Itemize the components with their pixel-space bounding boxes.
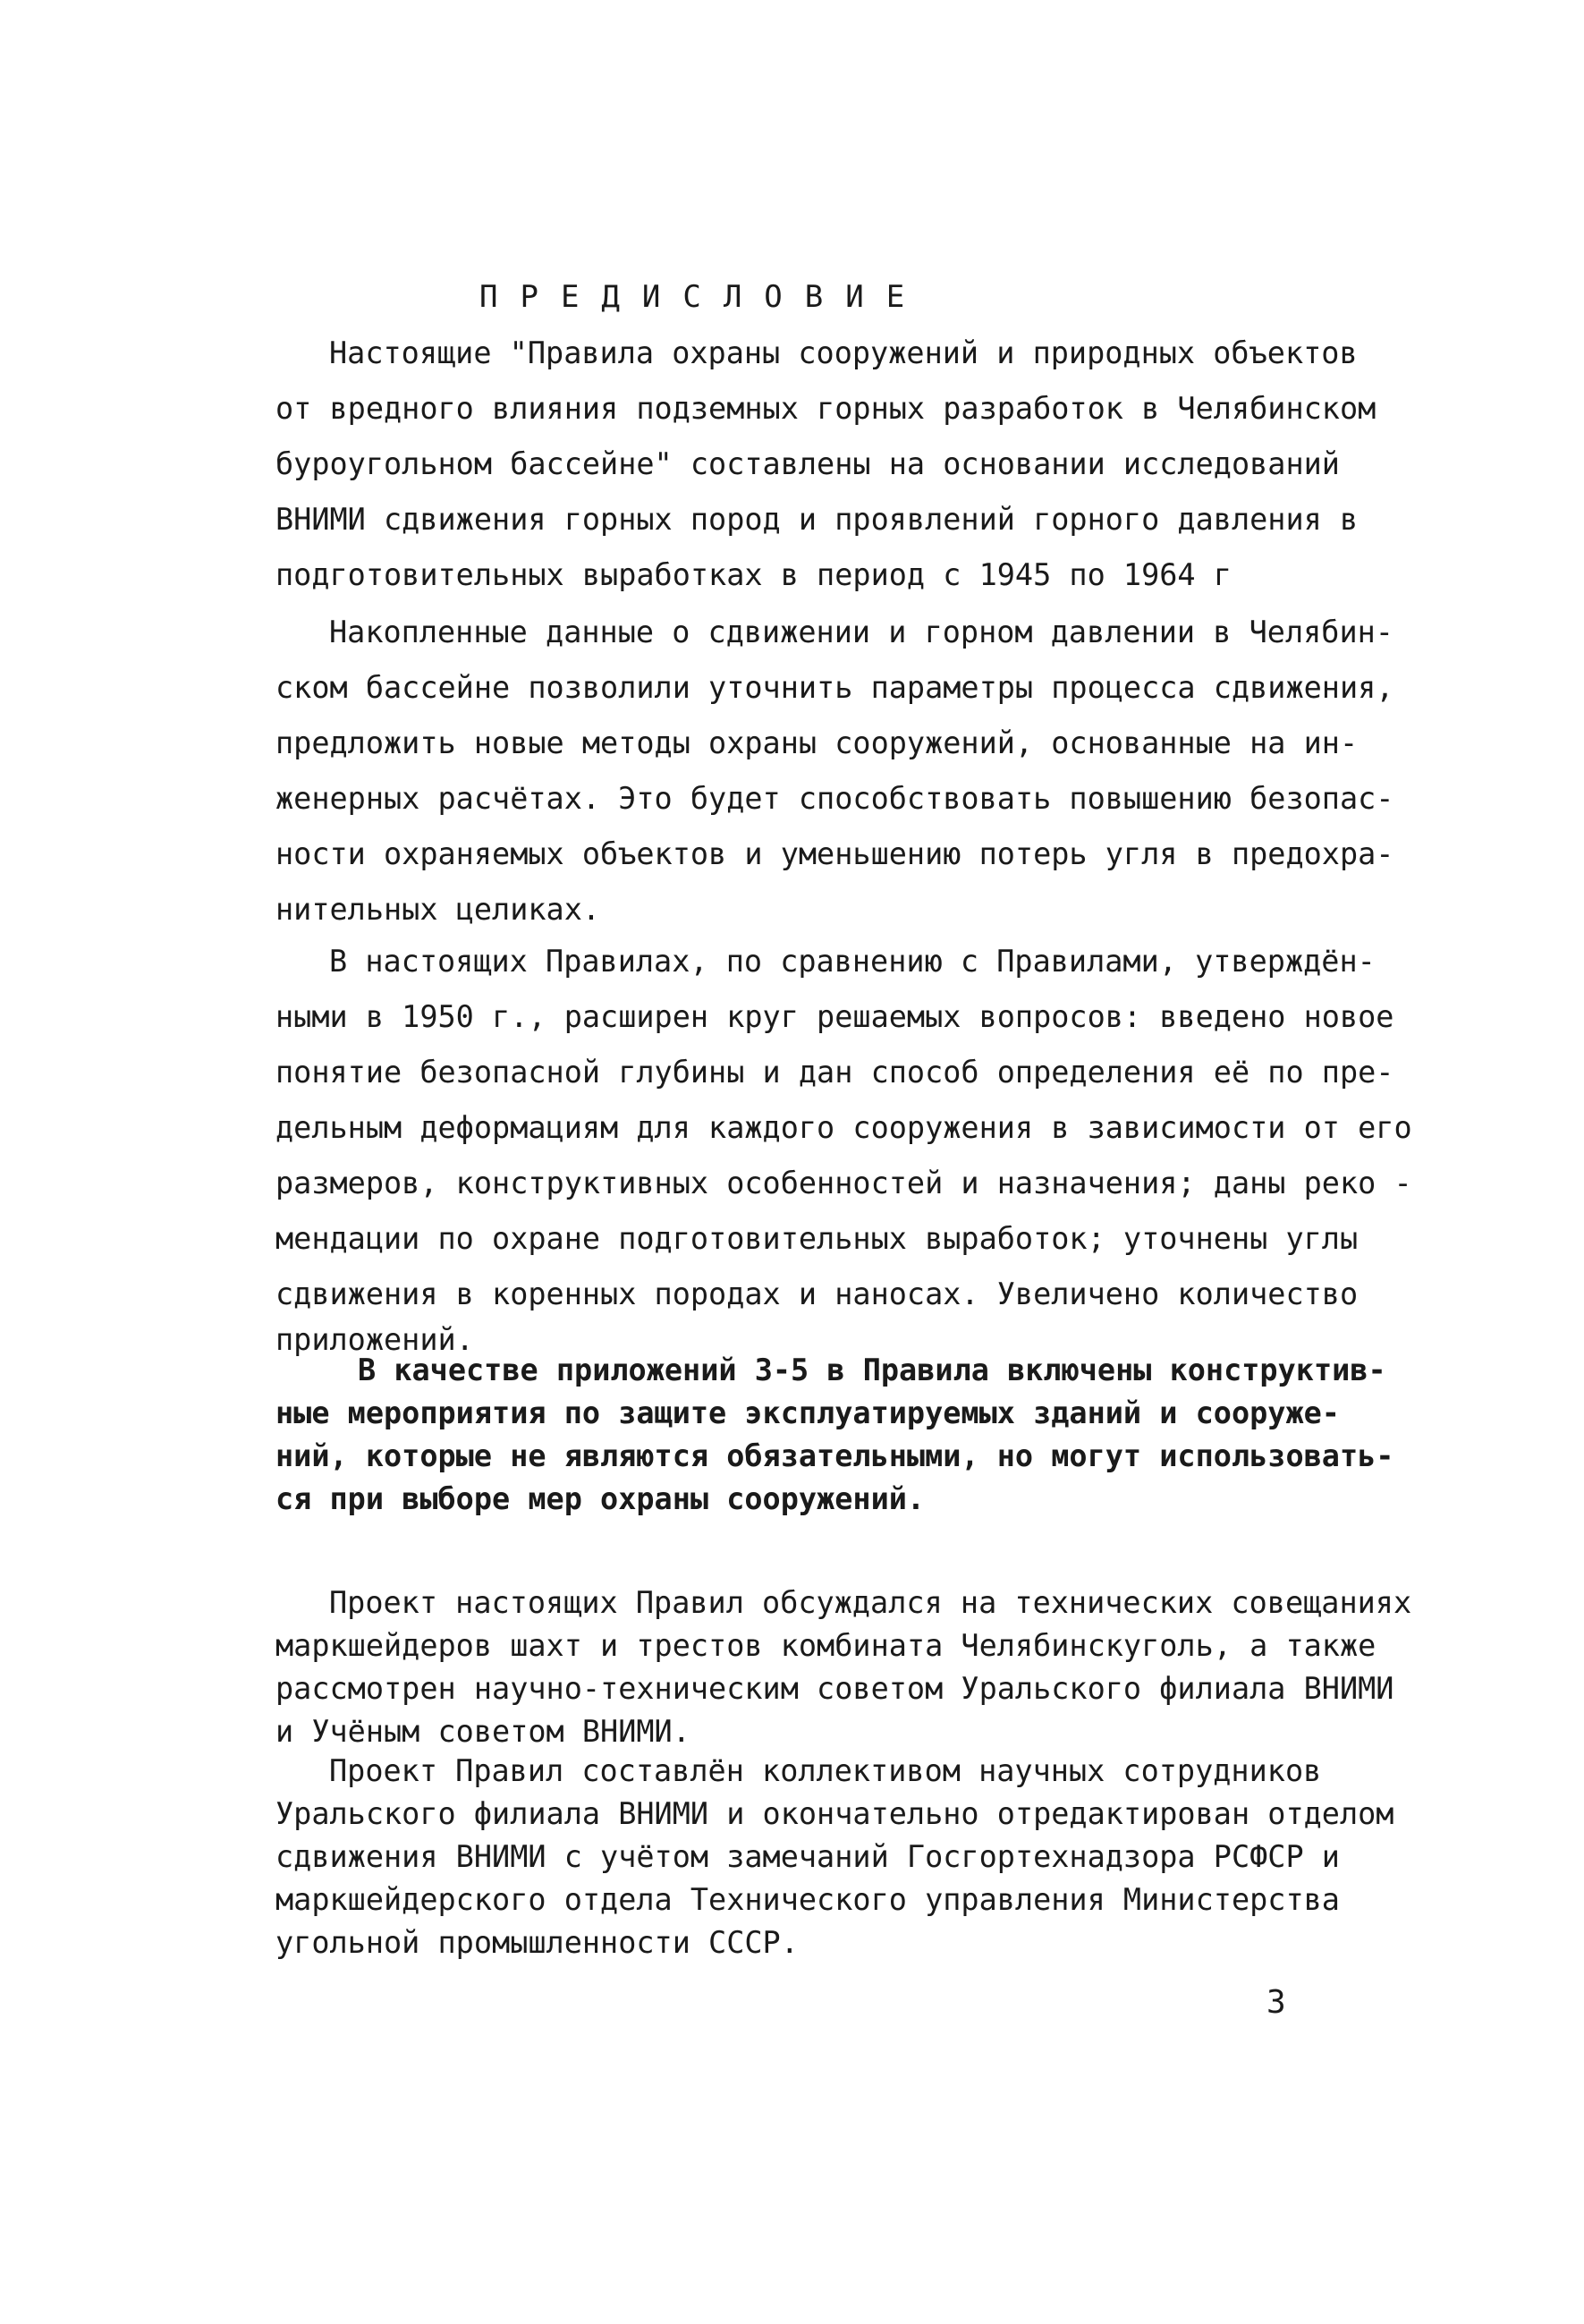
text-line: ными в 1950 г., расширен круг решаемых вопросов: введено новое	[275, 999, 1394, 1034]
text-line: маркшейдерского отдела Технического управления Министерства	[275, 1882, 1340, 1917]
paragraph-data	[275, 605, 1394, 937]
text-line: предложить новые методы охраны сооружений, основанные на ин-	[275, 725, 1359, 760]
text-line: подготовительных выработках в период с 1945 по 1964 г	[275, 557, 1232, 592]
page-number: 3	[1266, 1984, 1286, 2021]
paragraph-authors	[275, 1750, 1394, 1964]
text-line: ности охраняемых объектов и уменьшению потерь угля в предохра-	[275, 836, 1394, 871]
text-line: угольной промышленности СССР.	[275, 1925, 799, 1960]
text-line: ся при выборе мер охраны сооружений.	[275, 1481, 926, 1516]
text-line: рассмотрен научно-техническим советом Уральского филиала ВНИМИ	[275, 1671, 1394, 1706]
text-line: сдвижения в коренных породах и наносах. Увеличено количество	[275, 1277, 1359, 1311]
paragraph-changes	[275, 934, 1412, 1358]
text-line: и Учёным советом ВНИМИ.	[275, 1714, 690, 1749]
text-line: Проект настоящих Правил обсуждался на технических совещаниях	[329, 1585, 1412, 1620]
text-line: женерных расчётах. Это будет способствовать повышению безопас-	[275, 781, 1394, 816]
text-line: дельным деформациям для каждого сооружения в зависимости от его	[275, 1110, 1412, 1145]
text-line: В качестве приложений 3-5 в Правила включены конструктив-	[358, 1353, 1386, 1387]
text-line: ВНИМИ сдвижения горных пород и проявлений горного давления в	[275, 502, 1359, 537]
text-line: мендации по охране подготовительных выработок; уточнены углы	[275, 1221, 1359, 1256]
text-line: маркшейдеров шахт и трестов комбината Челябинскуголь, а также	[275, 1628, 1376, 1663]
text-line: Настоящие "Правила охраны сооружений и природных объектов	[329, 335, 1358, 370]
paragraph-purpose	[275, 326, 1376, 603]
text-line: ском бассейне позволили уточнить параметры процесса сдвижения,	[275, 670, 1394, 705]
text-line: нительных целиках.	[275, 892, 601, 927]
text-line: от вредного влияния подземных горных разработок в Челябинском	[275, 391, 1376, 426]
paragraph-appendices	[275, 1349, 1394, 1521]
paragraph-discussion	[275, 1582, 1412, 1753]
page-title: ПРЕДИСЛОВИЕ	[479, 279, 928, 315]
text-line: В настоящих Правилах, по сравнению с Правилами, утверждён-	[329, 944, 1376, 979]
text-line: размеров, конструктивных особенностей и назначения; даны реко -	[275, 1166, 1412, 1200]
text-line: ные мероприятия по защите эксплуатируемых зданий и сооруже-	[275, 1395, 1340, 1430]
text-line: Уральского филиала ВНИМИ и окончательно отредактирован отделом	[275, 1796, 1394, 1831]
text-line: приложений.	[275, 1322, 474, 1357]
text-line: сдвижения ВНИМИ с учётом замечаний Госгортехнадзора РСФСР и	[275, 1839, 1340, 1874]
text-line: понятие безопасной глубины и дан способ определения её по пре-	[275, 1055, 1394, 1090]
text-line: буроугольном бассейне" составлены на основании исследований	[275, 446, 1340, 481]
text-line: Проект Правил составлён коллективом научных сотрудников	[329, 1753, 1322, 1788]
text-line: Накопленные данные о сдвижении и горном давлении в Челябин-	[329, 615, 1393, 649]
text-line: ний, которые не являются обязательными, но могут использовать-	[275, 1438, 1394, 1473]
